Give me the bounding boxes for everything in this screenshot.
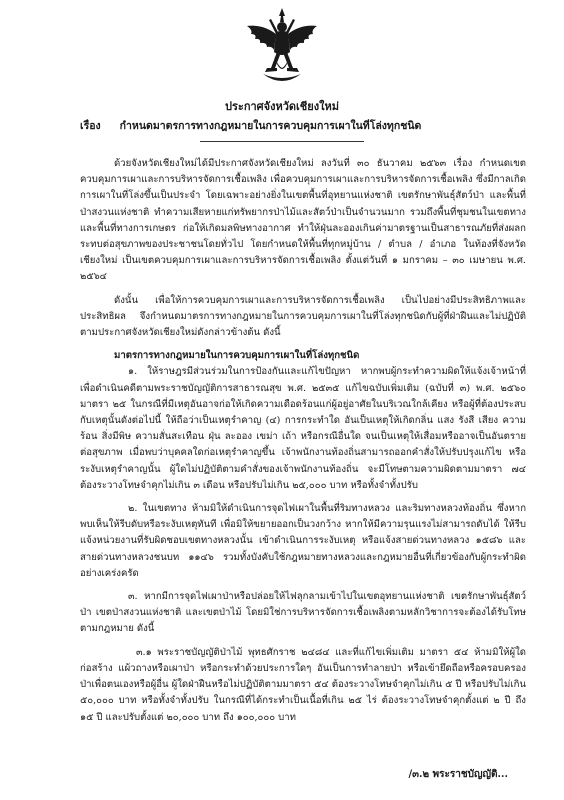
subject-label: เรื่อง <box>80 120 101 132</box>
measure-item-3-1: ๓.๑ พระราชบัญญัติป่าไม้ พุทธศักราช ๒๔๘๔ และที่แก้ไขเพิ่มเติม มาตรา ๕๔ ห้ามมิให้ผู้ใดก่อสร้าง แผ้วถางหรือเผาป่า หรือกระทำด้วยประการใดๆ อันเป็นการทำลายป่า หรือเข้ายึดถือหรือครอบครองป่าเพื่อตนเองหรือผู้อื่น ผู้ใดฝ่าฝืนหรือไม่ปฏิบัติตามมาตรา ๕๔ ต้องระวางโทษจำคุกไม่เกิน ๕ ปี หรือปรับไม่เกิน ๕๐,๐๐๐ บาท หรือทั้งจำทั้งปรับ ในกรณีที่ได้กระทำเป็นเนื้อที่เกิน ๒๕ ไร่ ต้องระวางโทษจำคุกตั้งแต่ ๒ ปี ถึง ๑๕ ปี และปรับตั้งแต่ ๒๐,๐๐๐ บาท ถึง ๑๐๐,๐๐๐ บาท <box>80 646 526 723</box>
garuda-emblem-icon <box>241 6 323 88</box>
continuation-marker: /๓.๒ พระราชบัญญัติ... <box>408 769 508 780</box>
purpose-paragraph: ดังนั้น เพื่อให้การควบคุมการเผาและการบริหารจัดการเชื้อเพลิง เป็นไปอย่างมีประสิทธิภาพและประสิทธิผล จึงกำหนดมาตรการทางกฎหมายในการควบคุมการเผาในที่โล่งทุกชนิดกับผู้ที่ฝ่าฝืนและไม่ปฏิบัติตามประกาศจังหวัดเชียงใหม่ดังกล่าวข้างต้น ดังนี้ <box>80 294 526 339</box>
announcement-title: ประกาศจังหวัดเชียงใหม่ <box>225 100 339 113</box>
intro-paragraph: ด้วยจังหวัดเชียงใหม่ได้มีประกาศจังหวัดเชียงใหม่ ลงวันที่ ๓๐ ธันวาคม ๒๕๖๓ เรื่อง กำหนดเขตควบคุมการเผาและการบริหารจัดการเชื้อเพลิง เพื่อควบคุมการเผาและการบริหารจัดการเชื้อเพลิง ซึ่งมีกาลเกิดการเผาในที่โล่งขึ้นเป็นประจำ โดยเฉพาะอย่างยิ่งในเขตพื้นที่อุทยานแห่งชาติ เขตรักษาพันธุ์สัตว์ป่า และพื้นที่ป่าสงวนแห่งชาติ ทำความเสียหายแก่ทรัพยากรป่าไม้และสัตว์ป่าเป็นจำนวนมาก รวมถึงพื้นที่ชุมชนในเขตทาง และพื้นที่ทางการเกษตร ก่อให้เกิดมลพิษทางอากาศ ทำให้ฝุ่นละอองเกินค่ามาตรฐานเป็นสาธารณภัยที่ส่งผลกระทบต่อสุขภาพของประชาชนโดยทั่วไป โดยกำหนดให้พื้นที่ทุกหมู่บ้าน / ตำบล / อำเภอ ในท้องที่จังหวัดเชียงใหม่ เป็นเขตควบคุมการเผาและการบริหารจัดการเชื้อเพลิง ตั้งแต่วันที่ ๑ มกราคม – ๓๐ เมษายน พ.ศ. ๒๕๖๔ <box>80 158 526 283</box>
measure-item-3: ๓. หากมีการจุดไฟเผาป่าหรือปล่อยให้ไฟลุกลามเข้าไปในเขตอุทยานแห่งชาติ เขตรักษาพันธุ์สัตว์ป่า เขตป่าสงวนแห่งชาติ และเขตป่าไม้ โดยมิใช่การบริหารจัดการเชื้อเพลิงตามหลักวิชาการจะต้องได้รับโทษตามกฎหมาย ดังนี้ <box>80 591 526 635</box>
title-divider <box>200 141 364 142</box>
announcement-subject <box>80 119 540 133</box>
subject-text: กำหนดมาตรการทางกฎหมายในการควบคุมการเผาในที่โล่งทุกชนิด <box>119 120 422 132</box>
measure-item-1: ๑. ให้ราษฎรมีส่วนร่วมในการป้องกันและแก้ไขปัญหา หากพบผู้กระทำความผิดให้แจ้งเจ้าหน้าที่ เพื่อดำเนินคดีตามพระราชบัญญัติการสาธารณสุข พ.ศ. ๒๕๓๕ แก้ไขฉบับเพิ่มเติม (ฉบับที่ ๓) พ.ศ. ๒๕๖๐ มาตรา ๒๕ ในกรณีที่มีเหตุอันอาจก่อให้เกิดความเดือดร้อนแก่ผู้อยู่อาศัยในบริเวณใกล้เคียง หรือผู้ที่ต้องประสบกับเหตุนั้นดังต่อไปนี้ ให้ถือว่าเป็นเหตุรำคาญ (๔) การกระทำใด อันเป็นเหตุให้เกิดกลิ่น แสง รังสี เสียง ความร้อน สิ่งมีพิษ ความสั่นสะเทือน ฝุ่น ละออง เขม่า เถ้า หรือกรณีอื่นใด จนเป็นเหตุให้เสื่อมหรืออาจเป็นอันตรายต่อสุขภาพ เมื่อพบว่าบุคคลใดก่อเหตุรำคาญขึ้น เจ้าพนักงานท้องถิ่นสามารถออกคำสั่งให้ปรับปรุงแก้ไข หรือระงับเหตุรำคาญนั้น ผู้ใดไม่ปฏิบัติตามคำสั่งของเจ้าพนักงานท้องถิ่น จะมีโทษตามความผิดตามมาตรา ๗๔ ต้องระวางโทษจำคุกไม่เกิน ๓ เดือน หรือปรับไม่เกิน ๒๕,๐๐๐ บาท หรือทั้งจำทั้งปรับ <box>80 366 526 491</box>
measure-item-2: ๒. ในเขตทาง ห้ามมิให้ดำเนินการจุดไฟเผาในพื้นที่ริมทางหลวง และริมทางหลวงท้องถิ่น ซึ่งหากพบเห็นให้รีบดับหรือระงับเหตุทันที เพื่อมิให้ขยายออกเป็นวงกว้าง หากให้มีความรุนแรงไม่สามารถดับได้ ให้รีบแจ้งหน่วยงานที่รับผิดชอบเขตทางหลวงนั้น เข้าดำเนินการระงับเหตุ หรือแจ้งสายด่วนทางหลวง ๑๕๘๖ และสายด่วนทางหลวงชนบท ๑๑๔๖ รวมทั้งบังคับใช้กฎหมายทางหลวงและกฎหมายอื่นที่เกี่ยวข้องกับผู้กระทำผิดอย่างเคร่งครัด <box>80 503 526 579</box>
announcement-body <box>80 156 526 733</box>
section-heading: มาตรการทางกฎหมายในการควบคุมการเผาในที่โล่งทุกชนิด <box>114 350 360 362</box>
